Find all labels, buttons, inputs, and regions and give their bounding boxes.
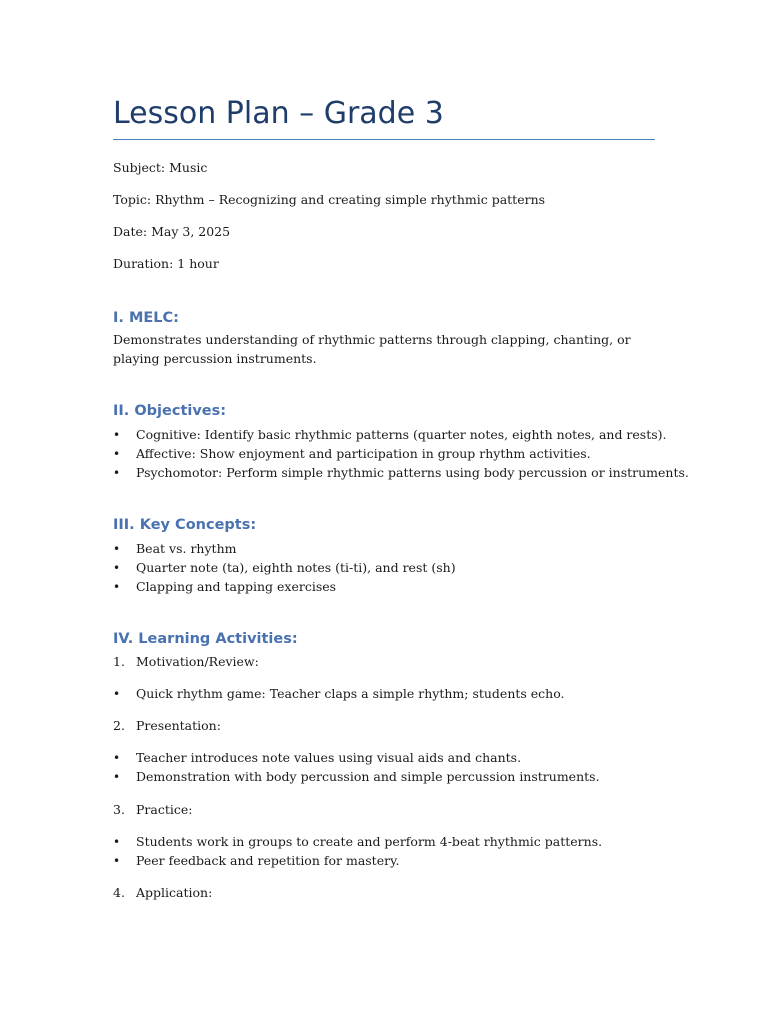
activity-text: Demonstration with body percussion and simple percussion instruments. [136,769,600,784]
bullet-glyph: • [113,751,121,765]
title-underline [113,139,655,140]
bullet-glyph: • [113,835,121,849]
step-number: 3. [113,802,125,817]
bullet-glyph: • [113,447,121,461]
activity-text: Students work in groups to create and perform 4-beat rhythmic patterns. [136,834,603,849]
objectives-heading: II. Objectives: [113,403,227,419]
objective-text: Cognitive: Identify basic rhythmic patterns (quarter notes, eighth notes, and rests). [136,427,667,442]
duration-line: Duration: 1 hour [113,256,219,271]
bullet-glyph: • [113,854,121,868]
objective-text: Psychomotor: Perform simple rhythmic patterns using body percussion or instruments. [136,465,689,480]
activity-text: Teacher introduces note values using visual aids and chants. [136,750,522,765]
document-title: Lesson Plan – Grade 3 [113,96,444,131]
learning-activities-heading: IV. Learning Activities: [113,631,298,647]
bullet-glyph: • [113,428,121,442]
activity-text: Peer feedback and repetition for mastery. [136,853,400,868]
melc-heading: I. MELC: [113,310,179,326]
step-number: 1. [113,654,125,669]
melc-text: Demonstrates understanding of rhythmic patterns through clapping, chanting, or playing percussion instruments. [113,332,631,366]
key-concept-text: Beat vs. rhythm [136,541,237,556]
step-label: Application: [136,885,213,900]
subject-line: Subject: Music [113,160,208,175]
key-concept-text: Clapping and tapping exercises [136,579,337,594]
bullet-glyph: • [113,687,121,701]
bullet-glyph: • [113,580,121,594]
step-label: Motivation/Review: [136,654,259,669]
step-number: 2. [113,718,125,733]
bullet-glyph: • [113,466,121,480]
step-label: Presentation: [136,718,221,733]
key-concepts-heading: III. Key Concepts: [113,517,257,533]
step-number: 4. [113,885,125,900]
date-line: Date: May 3, 2025 [113,224,231,239]
bullet-glyph: • [113,542,121,556]
key-concept-text: Quarter note (ta), eighth notes (ti-ti), and rest (sh) [136,560,456,575]
objective-text: Affective: Show enjoyment and participation in group rhythm activities. [136,446,591,461]
activity-text: Quick rhythm game: Teacher claps a simple rhythm; students echo. [136,686,565,701]
step-label: Practice: [136,802,193,817]
bullet-glyph: • [113,770,121,784]
topic-line: Topic: Rhythm – Recognizing and creating simple rhythmic patterns [113,192,546,207]
bullet-glyph: • [113,561,121,575]
